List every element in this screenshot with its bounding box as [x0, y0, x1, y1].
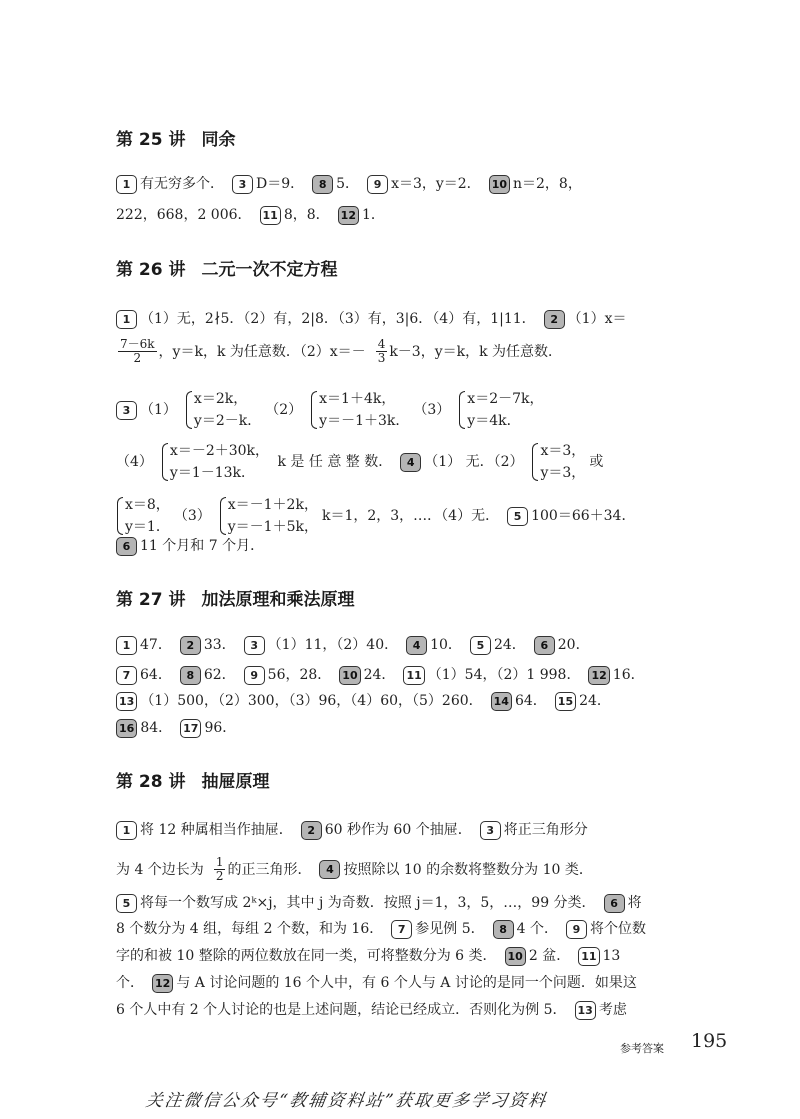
- problem-number-badge: 1: [116, 175, 137, 194]
- answer-line: [116, 944, 628, 968]
- answer-line: [116, 971, 645, 995]
- problem-number-badge: 5: [116, 894, 137, 913]
- answer-text: 16．: [612, 667, 645, 683]
- answer-text: 20．: [557, 637, 590, 653]
- answer-text: （1）: [140, 402, 177, 418]
- section-title: [116, 258, 696, 282]
- answer-line: [116, 388, 548, 429]
- answer-text: 个．: [116, 975, 144, 991]
- equation-row: x＝3，: [540, 443, 586, 459]
- answer-text: D＝9．: [256, 176, 305, 192]
- fraction-denominator: 3: [377, 351, 386, 365]
- section-number: 第 27 讲: [116, 590, 186, 610]
- problem-number-badge: 8: [312, 175, 333, 194]
- answer-text: k 是 任 意 整 数．: [273, 454, 393, 470]
- answer-text: 8，8．: [283, 207, 330, 223]
- problem-number-badge: 6: [534, 636, 555, 655]
- problem-number-badge: 11: [403, 666, 424, 685]
- problem-number-badge: 4: [319, 860, 340, 879]
- answer-line: [116, 307, 634, 331]
- equation-system: [219, 494, 318, 538]
- equation-row: y＝4k．: [467, 413, 521, 429]
- answer-text: （1）无，2∤5．（2）有，2|8．（3）有，3|6．（4）有，1|11．: [140, 311, 536, 327]
- answer-text: （2）: [265, 402, 303, 418]
- fraction: [376, 338, 388, 365]
- equation-system: [531, 440, 585, 484]
- answer-text: 将每一个数写成 2ᵏ×j，其中 j 为奇数．按照 j＝1，3，5，…，99 分类．: [140, 895, 596, 911]
- problem-number-badge: 11: [578, 947, 599, 966]
- answer-line: [116, 337, 570, 365]
- problem-number-badge: 3: [116, 401, 137, 420]
- answer-line: [116, 494, 643, 535]
- problem-number-badge: 8: [180, 666, 201, 685]
- equation-system: [116, 494, 170, 538]
- answer-text: x＝3，y＝2．: [391, 176, 481, 192]
- fraction-numerator: 7－6k: [120, 337, 155, 351]
- answer-text: 为 4 个边长为: [116, 861, 204, 878]
- equation-row: x＝－1＋2k，: [227, 497, 318, 513]
- problem-number-badge: 7: [391, 920, 412, 939]
- equation-row: x＝2－7k，: [467, 391, 544, 407]
- problem-number-badge: 15: [555, 692, 576, 711]
- answer-line: [116, 891, 650, 915]
- problem-number-badge: 6: [604, 894, 625, 913]
- answer-text: 参见例 5．: [415, 921, 485, 937]
- answer-text: 有无穷多个．: [140, 176, 224, 192]
- problem-number-badge: 9: [367, 175, 388, 194]
- section: [116, 128, 696, 223]
- answer-text: （1） 无．（2）: [424, 454, 524, 470]
- answer-text: （1）11，（2）40．: [267, 637, 399, 653]
- answer-text: 62．: [203, 667, 236, 683]
- fraction: [118, 338, 157, 365]
- answer-line: [116, 689, 619, 713]
- problem-number-badge: 1: [116, 310, 137, 329]
- equation-row: y＝－1＋5k，: [227, 519, 318, 535]
- problem-number-badge: 13: [116, 692, 137, 711]
- answer-text: 84．: [140, 720, 173, 736]
- fraction-denominator: 2: [215, 869, 224, 883]
- answer-text: （3）: [173, 508, 211, 524]
- problem-number-badge: 10: [489, 175, 510, 194]
- problem-number-badge: 2: [544, 310, 565, 329]
- problem-number-badge: 6: [116, 537, 137, 556]
- answer-text: 将正三角形分: [503, 822, 588, 838]
- section-heading: 二元一次不定方程: [201, 260, 338, 280]
- answer-text: 或: [589, 454, 604, 470]
- answer-text: 11 个月和 7 个月．: [140, 538, 265, 554]
- section-title: [116, 770, 696, 794]
- answer-text: 100＝66＋34．: [531, 508, 636, 524]
- equation-row: y＝1－13k．: [169, 465, 256, 481]
- answer-line: [116, 440, 611, 481]
- watermark-text: 关注微信公众号“教辅资料站”获取更多学习资料: [144, 1091, 549, 1111]
- equation-row: x＝－2＋30k，: [169, 443, 270, 459]
- problem-number-badge: 2: [180, 636, 201, 655]
- answer-text: （3）: [413, 402, 451, 418]
- answer-text: 考虑: [598, 1002, 627, 1018]
- answer-text: （1）x＝: [567, 311, 627, 327]
- equation-system: [458, 388, 543, 432]
- answer-text: 与 A 讨论问题的 16 个人中，有 6 个人与 A 讨论的是同一个问题．如果这: [176, 975, 637, 991]
- answer-text: k＝1，2，3，…．（4）无．: [321, 508, 500, 524]
- page-number: 195: [691, 1030, 728, 1052]
- problem-number-badge: 3: [480, 821, 501, 840]
- fraction-numerator: 4: [377, 337, 386, 351]
- problem-number-badge: 9: [566, 920, 587, 939]
- section-title: [116, 588, 696, 612]
- answer-line: [116, 818, 596, 842]
- answer-text: 按照除以 10 的余数将整数分为 10 类．: [343, 861, 593, 878]
- equation-row: x＝1＋4k，: [319, 391, 396, 407]
- equation-system: [185, 388, 261, 432]
- answer-text: 将 12 种属相当作抽屉．: [140, 822, 293, 838]
- equation-row: y＝3，: [540, 465, 586, 481]
- problem-number-badge: 1: [116, 821, 137, 840]
- problem-number-badge: 13: [575, 1001, 596, 1020]
- answer-text: （1）54，（2）1 998．: [427, 667, 581, 683]
- problem-number-badge: 12: [338, 206, 359, 225]
- problem-number-badge: 7: [116, 666, 137, 685]
- problem-number-badge: 9: [244, 666, 265, 685]
- section-heading: 同余: [201, 130, 236, 150]
- answer-text: 24．: [363, 667, 396, 683]
- problem-number-badge: 16: [116, 719, 137, 738]
- footer-label: 参考答案: [620, 1042, 664, 1055]
- problem-number-badge: 5: [470, 636, 491, 655]
- answer-text: 4 个．: [516, 921, 558, 937]
- section-number: 第 28 讲: [116, 772, 186, 792]
- answer-text: 8 个数分为 4 组，每组 2 个数，和为 16．: [116, 921, 384, 937]
- equation-row: y＝－1＋3k．: [319, 413, 410, 429]
- section-number: 第 26 讲: [116, 260, 186, 280]
- answer-text: 2 盆．: [528, 948, 571, 964]
- problem-number-badge: 2: [301, 821, 322, 840]
- answer-text: 将个位数: [589, 921, 646, 937]
- problem-number-badge: 10: [339, 666, 360, 685]
- equation-row: x＝8，: [125, 497, 170, 513]
- equation-system: [310, 388, 409, 432]
- equation-system: [161, 440, 269, 484]
- answer-line: [116, 855, 601, 883]
- problem-number-badge: 4: [406, 636, 427, 655]
- answer-text: 1．: [361, 207, 385, 223]
- answer-line: [116, 633, 598, 657]
- fraction-numerator: 1: [215, 855, 224, 869]
- answer-text: 60 秒作为 60 个抽屉．: [324, 822, 472, 838]
- answer-text: 96．: [204, 720, 237, 736]
- problem-number-badge: 14: [491, 692, 512, 711]
- answer-text: ，y＝k，k 为任意数．（2）x＝－: [158, 343, 366, 360]
- section-title: [116, 128, 696, 152]
- problem-number-badge: 8: [493, 920, 514, 939]
- equation-row: x＝2k，: [193, 391, 248, 407]
- answer-text: 字的和被 10 整除的两位数放在同一类，可将整数分为 6 类．: [116, 948, 497, 964]
- fraction: [214, 856, 226, 883]
- fraction-denominator: 2: [133, 351, 142, 365]
- problem-number-badge: 4: [400, 453, 421, 472]
- answer-text: 56，28．: [267, 667, 332, 683]
- section: [116, 588, 696, 736]
- answer-line: [116, 203, 393, 227]
- problem-number-badge: 3: [244, 636, 265, 655]
- answer-text: （4）: [116, 454, 153, 470]
- problem-number-badge: 1: [116, 636, 137, 655]
- problem-number-badge: 10: [505, 947, 526, 966]
- section-heading: 抽屉原理: [201, 772, 270, 792]
- problem-number-badge: 12: [588, 666, 609, 685]
- answer-text: 24．: [579, 693, 611, 709]
- answer-text: （1）500，（2）300，（3）96，（4）60，（5）260．: [140, 693, 483, 709]
- answer-text: 64．: [514, 693, 547, 709]
- answer-line: [116, 998, 635, 1022]
- answer-text: 5．: [336, 176, 360, 192]
- answer-line: [116, 716, 244, 740]
- problem-number-badge: 11: [260, 206, 281, 225]
- answer-line: [116, 663, 653, 687]
- answer-text: 222，668，2 006．: [116, 207, 252, 223]
- problem-number-badge: 5: [507, 507, 528, 526]
- answer-text: 的正三角形．: [227, 861, 312, 878]
- answer-text: n＝2，8，: [513, 176, 582, 192]
- answer-text: k－3，y＝k，k 为任意数．: [389, 343, 563, 360]
- answer-text: 13: [602, 948, 621, 964]
- answer-text: 47．: [140, 637, 172, 653]
- answer-text: 33．: [203, 637, 236, 653]
- answer-text: 6 个人中有 2 个人讨论的也是上述问题，结论已经成立．否则化为例 5．: [116, 1002, 567, 1018]
- answer-text: 64．: [140, 667, 172, 683]
- answer-line: [116, 534, 272, 558]
- section-heading: 加法原理和乘法原理: [201, 590, 355, 610]
- section: [116, 258, 696, 554]
- problem-number-badge: 3: [232, 175, 253, 194]
- answer-line: [116, 917, 654, 941]
- answer-text: 24．: [493, 637, 526, 653]
- answer-text: 将: [627, 895, 642, 911]
- problem-number-badge: 17: [180, 719, 201, 738]
- section: [116, 770, 696, 1018]
- equation-row: y＝2－k．: [193, 413, 262, 429]
- equation-row: y＝1．: [125, 519, 170, 535]
- answer-line: [116, 172, 590, 196]
- problem-number-badge: 12: [152, 974, 173, 993]
- section-number: 第 25 讲: [116, 130, 186, 150]
- answer-text: 10．: [430, 637, 462, 653]
